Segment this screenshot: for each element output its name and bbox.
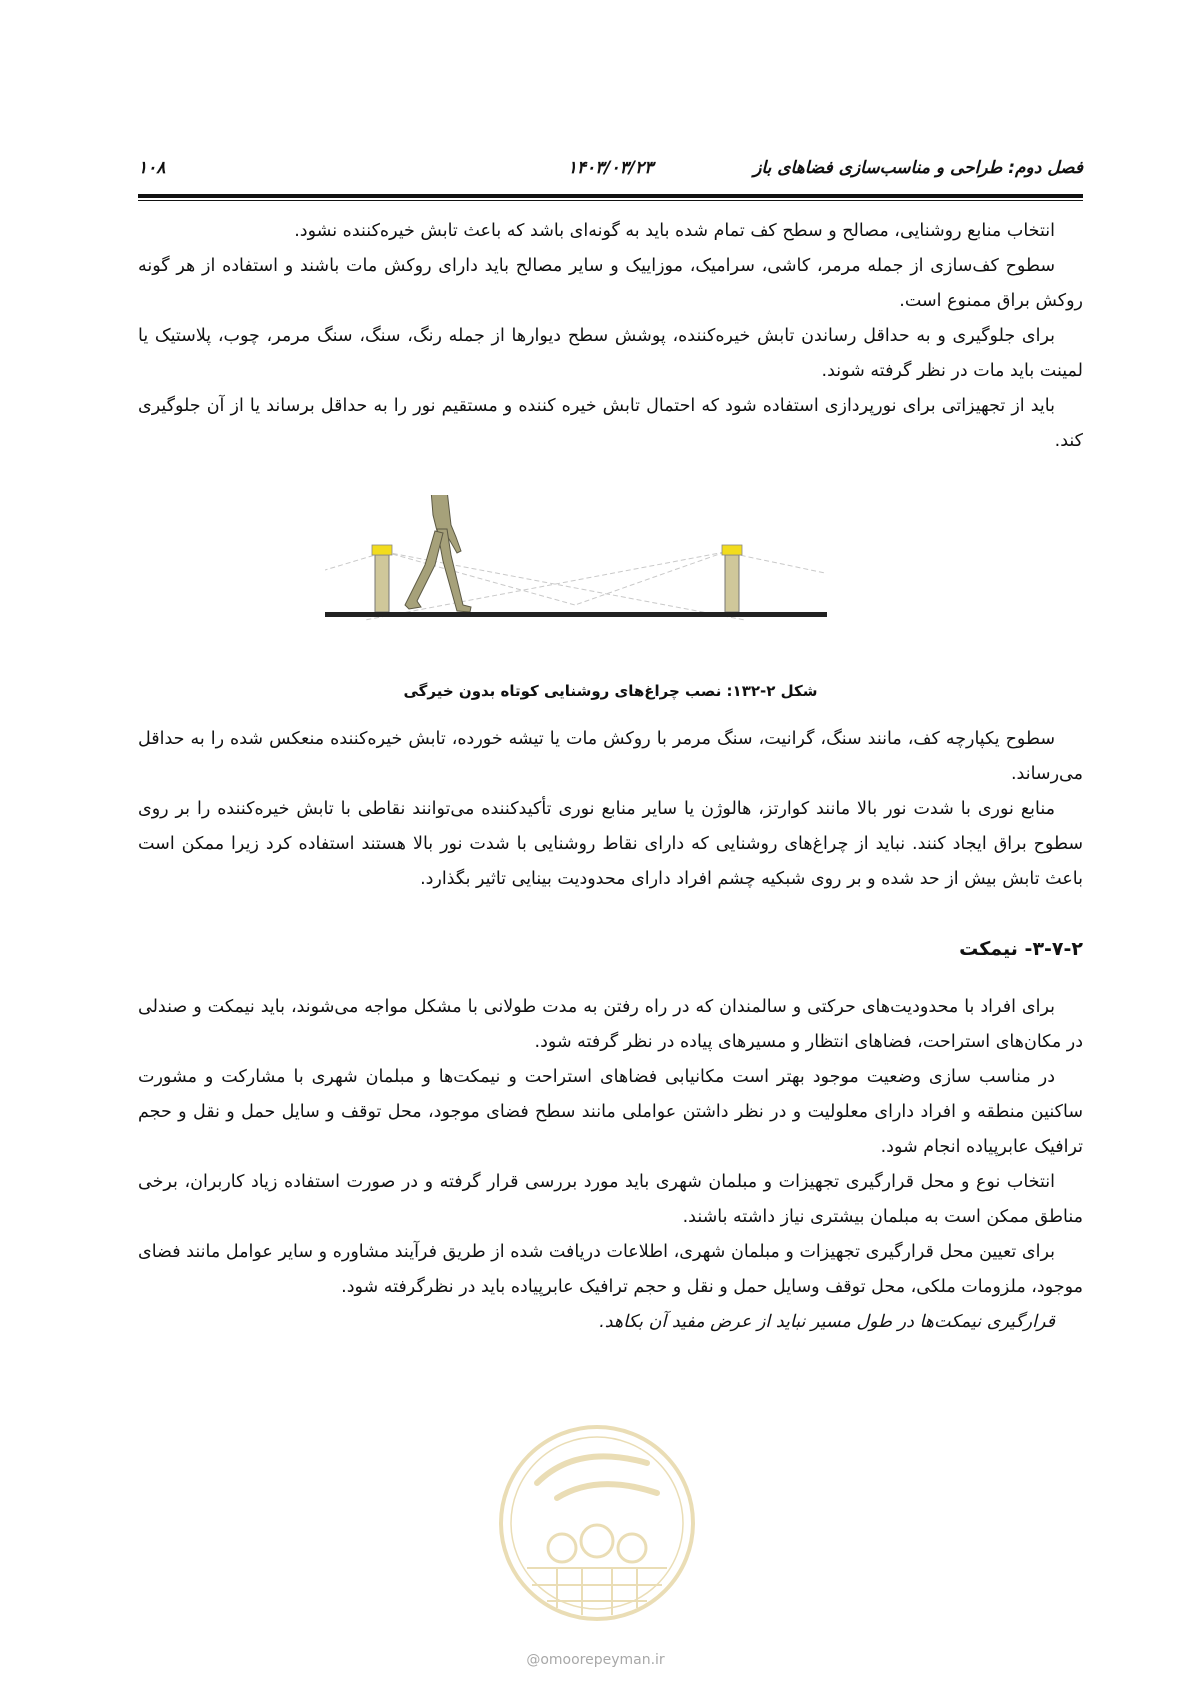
- low-level-lighting-figure: [325, 495, 885, 670]
- paragraph: برای تعیین محل قرارگیری تجهیزات و مبلمان شهری، اطلاعات دریافت شده از طریق فرآیند مشاوره و سایر عوامل مانند فضای موجود، ملزومات ملکی، محل توقف وسایل حمل و نقل و حجم ترافیک عابرپیاده باید در نظرگرفته شود.: [138, 1242, 1083, 1297]
- page-number: ۱۰۸: [138, 158, 166, 178]
- figure-caption: شکل ۲-۱۳۲: نصب چراغ‌های روشنایی کوتاه بدون خیرگی: [403, 682, 818, 700]
- bollard-lamp-left: [372, 545, 392, 555]
- bollard-post-right: [725, 555, 739, 612]
- watermark-site: @omoorepeyman.ir: [526, 1652, 665, 1668]
- section-heading: ۳-۷-۲- نیمکت: [959, 938, 1083, 960]
- page-header: [138, 158, 1083, 188]
- paragraph: باید از تجهیزاتی برای نورپردازی استفاده شود که احتمال تابش خیره کننده و مستقیم نور را به حداقل برساند یا از آن جلوگیری کند.: [138, 396, 1083, 451]
- paragraph: انتخاب نوع و محل قرارگیری تجهیزات و مبلمان شهری باید مورد بررسی قرار گرفته و در صورت استفاده زیاد کاربران، برخی مناطق ممکن است به مبلمان بیشتری نیاز داشته باشند.: [138, 1172, 1083, 1227]
- text-block-benches: [138, 990, 1083, 1340]
- paragraph-italic: قرارگیری نیمکت‌ها در طول مسیر نباید از عرض مفید آن بکاهد.: [599, 1312, 1055, 1332]
- paragraph: منابع نوری با شدت نور بالا مانند کوارتز، هالوژن یا سایر منابع نوری تأکیدکننده می‌توانند نقاطی با تابش خیره‌کننده را بر روی سطوح براق ایجاد کنند. نباید از چراغ‌های روشنایی که دارای نقاط روشنایی با شدت نور بالا هستند استفاده کرد زیرا ممکن است باعث تابش بیش از حد شده و بر روی شبکیه چشم افراد دارای محدودیت بینایی تاثیر بگذارد.: [138, 799, 1083, 889]
- header-date: ۱۴۰۳/۰۳/۲۳: [567, 158, 654, 178]
- bollard-lamp-right: [722, 545, 742, 555]
- paragraph: انتخاب منابع روشنایی، مصالح و سطح کف تمام شده باید به گونه‌ای باشد که باعث تابش خیره‌کننده نشود.: [294, 221, 1055, 241]
- text-block-glare: [138, 214, 1083, 459]
- light-lines: [325, 552, 825, 620]
- watermark-logo: [497, 1423, 697, 1623]
- paragraph: برای افراد با محدودیت‌های حرکتی و سالمندان که در راه رفتن به مدت طولانی با مشکل مواجه می‌شوند، باید نیمکت و صندلی در مکان‌های استراحت، فضاهای انتظار و مسیرهای پیاده در نظر گرفته شود.: [138, 997, 1083, 1052]
- ground-line: [325, 612, 827, 617]
- paragraph: در مناسب سازی وضعیت موجود بهتر است مکانیابی فضاهای استراحت و نیمکت‌ها و مبلمان شهری با مشارکت و مشورت ساکنین منطقه و افراد دارای معلولیت و در نظر داشتن عواملی مانند سطح فضای موجود، محل توقف و سایل حمل و نقل و حجم ترافیک عابرپیاده انجام شود.: [138, 1067, 1083, 1157]
- text-block-surfaces: [138, 722, 1083, 897]
- header-rule-thick: [138, 194, 1083, 198]
- chapter-title: فصل دوم: طراحی و مناسب‌سازی فضاهای باز: [753, 158, 1083, 178]
- paragraph: برای جلوگیری و به حداقل رساندن تابش خیره‌کننده، پوشش سطح دیوارها از جمله رنگ، سنگ، سنگ مرمر، چوب، پلاستیک یا لمینت باید مات در نظر گرفته شوند.: [138, 326, 1083, 381]
- paragraph: سطوح یکپارچه کف، مانند سنگ، گرانیت، سنگ مرمر با روکش مات یا تیشه خورده، تابش خیره‌کننده منعکس شده را به حداقل می‌رساند.: [138, 729, 1083, 784]
- bollard-post-left: [375, 555, 389, 612]
- paragraph: سطوح کف‌سازی از جمله مرمر، کاشی، سرامیک، موزاییک و سایر مصالح باید دارای روکش مات باشند و استفاده از هر گونه روکش براق ممنوع است.: [138, 256, 1083, 311]
- header-rule-thin: [138, 200, 1083, 201]
- walking-person-icon: [405, 495, 471, 612]
